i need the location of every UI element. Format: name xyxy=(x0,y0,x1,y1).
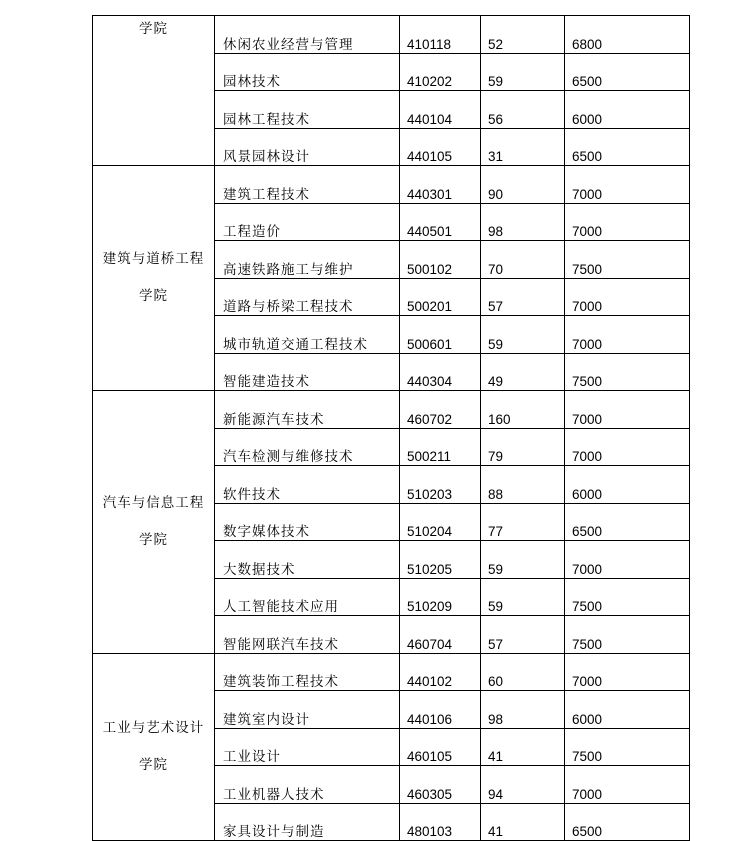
college-cell xyxy=(93,166,215,391)
major-cell: 家具设计与制造 xyxy=(215,803,400,841)
fee-cell: 6000 xyxy=(565,691,690,729)
code-cell: 500601 xyxy=(400,316,481,354)
code-cell: 410118 xyxy=(400,16,481,54)
college-name-line: 建筑与道桥工程 xyxy=(102,251,205,267)
fee-cell: 6500 xyxy=(565,503,690,541)
plan-cell: 59 xyxy=(481,578,565,616)
fee-cell: 7000 xyxy=(565,166,690,204)
fee-cell: 7000 xyxy=(565,391,690,429)
code-cell: 460702 xyxy=(400,391,481,429)
fee-cell: 6500 xyxy=(565,128,690,166)
plan-cell: 59 xyxy=(481,53,565,91)
code-cell: 440104 xyxy=(400,91,481,129)
fee-cell: 7500 xyxy=(565,578,690,616)
major-cell: 建筑装饰工程技术 xyxy=(215,653,400,691)
major-cell: 智能网联汽车技术 xyxy=(215,616,400,654)
code-cell: 410202 xyxy=(400,53,481,91)
plan-cell: 59 xyxy=(481,541,565,579)
code-cell: 460704 xyxy=(400,616,481,654)
code-cell: 440501 xyxy=(400,203,481,241)
fee-cell: 7000 xyxy=(565,316,690,354)
college-name-line: 学院 xyxy=(139,531,168,548)
code-cell: 440106 xyxy=(400,691,481,729)
plan-cell: 56 xyxy=(481,91,565,129)
code-cell: 510205 xyxy=(400,541,481,579)
college-name-line: 工业与艺术设计 xyxy=(102,719,205,736)
code-cell: 440301 xyxy=(400,166,481,204)
major-cell: 高速铁路施工与维护 xyxy=(215,241,400,279)
fee-cell: 6500 xyxy=(565,53,690,91)
plan-cell: 57 xyxy=(481,278,565,316)
fee-cell: 6000 xyxy=(565,91,690,129)
major-cell: 数字媒体技术 xyxy=(215,503,400,541)
major-cell: 智能建造技术 xyxy=(215,353,400,391)
college-cell xyxy=(93,653,215,841)
major-cell: 园林技术 xyxy=(215,53,400,91)
college-name-line: 汽车与信息工程 xyxy=(102,494,205,511)
table-row xyxy=(93,16,690,54)
code-cell: 440304 xyxy=(400,353,481,391)
major-cell: 大数据技术 xyxy=(215,541,400,579)
plan-cell: 160 xyxy=(481,391,565,429)
college-cell xyxy=(93,391,215,654)
table-body xyxy=(93,16,690,841)
plan-cell: 94 xyxy=(481,766,565,804)
major-cell: 建筑室内设计 xyxy=(215,691,400,729)
fee-cell: 7000 xyxy=(565,541,690,579)
table-row xyxy=(93,166,690,204)
fee-cell: 7000 xyxy=(565,766,690,804)
plan-cell: 59 xyxy=(481,316,565,354)
code-cell: 460305 xyxy=(400,766,481,804)
code-cell: 500102 xyxy=(400,241,481,279)
college-cell xyxy=(93,16,215,166)
major-cell: 风景园林设计 xyxy=(215,128,400,166)
college-name-line: 学院 xyxy=(139,21,168,37)
plan-cell: 41 xyxy=(481,803,565,841)
fee-cell: 7000 xyxy=(565,203,690,241)
plan-cell: 41 xyxy=(481,728,565,766)
plan-cell: 79 xyxy=(481,428,565,466)
plan-cell: 90 xyxy=(481,166,565,204)
fee-cell: 7000 xyxy=(565,653,690,691)
major-cell: 工业设计 xyxy=(215,728,400,766)
major-cell: 新能源汽车技术 xyxy=(215,391,400,429)
code-cell: 510209 xyxy=(400,578,481,616)
fee-cell: 6500 xyxy=(565,803,690,841)
major-cell: 城市轨道交通工程技术 xyxy=(215,316,400,354)
plan-cell: 88 xyxy=(481,466,565,504)
code-cell: 480103 xyxy=(400,803,481,841)
table-row xyxy=(93,391,690,429)
code-cell: 510203 xyxy=(400,466,481,504)
major-cell: 园林工程技术 xyxy=(215,91,400,129)
major-cell: 道路与桥梁工程技术 xyxy=(215,278,400,316)
major-cell: 休闲农业经营与管理 xyxy=(215,16,400,54)
major-cell: 工程造价 xyxy=(215,203,400,241)
college-name-line: 学院 xyxy=(139,756,168,773)
admissions-table xyxy=(92,15,690,841)
code-cell: 500201 xyxy=(400,278,481,316)
fee-cell: 7500 xyxy=(565,616,690,654)
plan-cell: 70 xyxy=(481,241,565,279)
code-cell: 510204 xyxy=(400,503,481,541)
plan-cell: 57 xyxy=(481,616,565,654)
plan-cell: 98 xyxy=(481,691,565,729)
plan-cell: 60 xyxy=(481,653,565,691)
code-cell: 460105 xyxy=(400,728,481,766)
fee-cell: 7000 xyxy=(565,428,690,466)
fee-cell: 7500 xyxy=(565,728,690,766)
code-cell: 440105 xyxy=(400,128,481,166)
plan-cell: 31 xyxy=(481,128,565,166)
major-cell: 汽车检测与维修技术 xyxy=(215,428,400,466)
plan-cell: 52 xyxy=(481,16,565,54)
fee-cell: 7500 xyxy=(565,241,690,279)
major-cell: 人工智能技术应用 xyxy=(215,578,400,616)
fee-cell: 7000 xyxy=(565,278,690,316)
fee-cell: 6000 xyxy=(565,466,690,504)
fee-cell: 6800 xyxy=(565,16,690,54)
table-row xyxy=(93,653,690,691)
major-cell: 工业机器人技术 xyxy=(215,766,400,804)
code-cell: 440102 xyxy=(400,653,481,691)
code-cell: 500211 xyxy=(400,428,481,466)
major-cell: 软件技术 xyxy=(215,466,400,504)
plan-cell: 77 xyxy=(481,503,565,541)
major-cell: 建筑工程技术 xyxy=(215,166,400,204)
plan-cell: 49 xyxy=(481,353,565,391)
fee-cell: 7500 xyxy=(565,353,690,391)
plan-cell: 98 xyxy=(481,203,565,241)
college-name-line: 学院 xyxy=(139,288,168,304)
